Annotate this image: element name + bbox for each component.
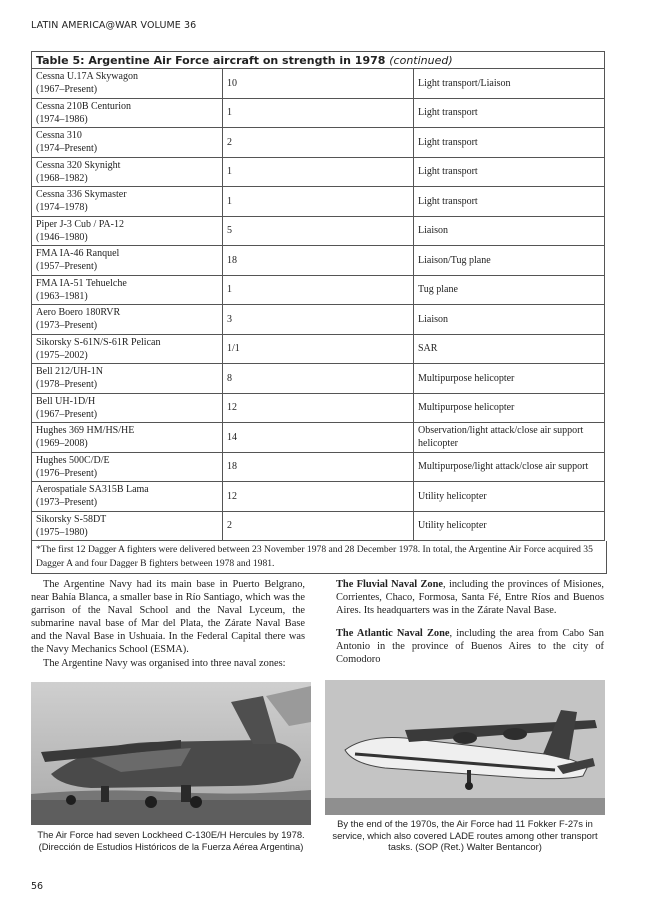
aircraft-role: Light transport (414, 128, 605, 158)
aircraft-name-cell (32, 275, 223, 305)
table-row (32, 187, 605, 217)
aircraft-name: Cessna 336 Skymaster (36, 189, 127, 201)
aircraft-name: FMA IA-51 Tehuelche (36, 277, 127, 289)
aircraft-role: Liaison/Tug plane (414, 246, 605, 276)
paragraph-fluvial-zone: The Fluvial Naval Zone, including the provinces of Misiones, Corrientes, Chaco, Formosa, Santa Fé, Entre Ríos and Buenos Aires. Its headquarters was in the Zárate Naval Base. (336, 579, 604, 617)
page-number: 56 (31, 881, 44, 892)
aircraft-quantity: 18 (223, 452, 414, 482)
caption-f27: By the end of the 1970s, the Air Force had 11 Fokker F-27s in service, which also covered LADE routes among other transport tasks. (SOP (Ret.) Walter Bentancor) (332, 818, 598, 852)
aircraft-name-cell (32, 423, 223, 453)
body-column-right (336, 578, 604, 667)
aircraft-name: Aero Boero 180RVR (36, 307, 121, 319)
table-row (32, 305, 605, 335)
aircraft-role: Light transport/Liaison (414, 69, 605, 99)
aircraft-name-cell (32, 69, 223, 99)
aircraft-name: Hughes 369 HM/HS/HE (36, 425, 135, 437)
table-footnote: *The first 12 Dagger A fighters were delivered between 23 November 1978 and 28 December 1978. In total, the Argentine Air Force acquired 35 Dagger A and four Dagger B fighters between 1978 and 1981. (31, 541, 607, 574)
aircraft-name: Cessna U.17A Skywagon (36, 71, 138, 83)
service-period: (1978–Present) (36, 379, 98, 391)
aircraft-role: Multipurpose/light attack/close air support (414, 452, 605, 482)
aircraft-name: FMA IA-46 Ranquel (36, 248, 120, 260)
aircraft-role: Utility helicopter (414, 511, 605, 541)
service-period: (1973–Present) (36, 497, 98, 509)
table-row (32, 216, 605, 246)
aircraft-name-cell (32, 452, 223, 482)
aircraft-quantity: 18 (223, 246, 414, 276)
aircraft-name-cell (32, 364, 223, 394)
table-row (32, 157, 605, 187)
aircraft-quantity: 1 (223, 157, 414, 187)
aircraft-quantity: 1 (223, 275, 414, 305)
aircraft-name-cell (32, 393, 223, 423)
aircraft-name-cell (32, 334, 223, 364)
c130-image (31, 682, 311, 825)
table-row (32, 511, 605, 541)
aircraft-role: Liaison (414, 305, 605, 335)
aircraft-quantity: 3 (223, 305, 414, 335)
service-period: (1946–1980) (36, 231, 88, 243)
aircraft-name-cell (32, 157, 223, 187)
service-period: (1975–2002) (36, 349, 88, 361)
aircraft-name-cell (32, 246, 223, 276)
aircraft-quantity: 12 (223, 393, 414, 423)
aircraft-name: Bell UH-1D/H (36, 395, 96, 407)
aircraft-quantity: 1 (223, 187, 414, 217)
running-head: LATIN AMERICA@WAR VOLUME 36 (31, 20, 197, 31)
aircraft-role: Observation/light attack/close air support helicopter (414, 423, 605, 453)
service-period: (1974–Present) (36, 143, 98, 155)
table-row (32, 334, 605, 364)
aircraft-name-cell (32, 187, 223, 217)
aircraft-quantity: 1 (223, 98, 414, 128)
paragraph-navy-bases: The Argentine Navy had its main base in Puerto Belgrano, near Bahía Blanca, a smaller base in Río Santiago, which was the garrison of the Naval School and the Naval Lyceum, the submarine naval base of Mar del Plata, the Zárate Naval Base and the Naval Base in Ushuaia. In the Federal Capital there was the Navy Mechanics School (ESMA). (31, 579, 305, 656)
service-period: (1957–Present) (36, 261, 98, 273)
service-period: (1967–Present) (36, 408, 98, 420)
aircraft-quantity: 8 (223, 364, 414, 394)
caption-c130: The Air Force had seven Lockheed C-130E/H Hercules by 1978. (Dirección de Estudios Históricos de la Fuerza Aérea Argentina) (37, 829, 305, 852)
aircraft-role: Tug plane (414, 275, 605, 305)
aircraft-quantity: 12 (223, 482, 414, 512)
aircraft-name-cell (32, 511, 223, 541)
service-period: (1969–2008) (36, 438, 88, 450)
aircraft-role: Light transport (414, 187, 605, 217)
aircraft-quantity: 10 (223, 69, 414, 99)
service-period: (1963–1981) (36, 290, 88, 302)
table-row (32, 275, 605, 305)
service-period: (1976–Present) (36, 467, 98, 479)
aircraft-name-cell (32, 482, 223, 512)
aircraft-quantity: 2 (223, 511, 414, 541)
table-body (32, 69, 605, 541)
paragraph-atlantic-zone: The Atlantic Naval Zone, including the area from Cabo San Antonio in the province of Buenos Aires to the city of Comodoro (336, 628, 604, 666)
body-column-left (31, 578, 305, 670)
service-period: (1967–Present) (36, 84, 98, 96)
aircraft-name: Aerospatiale SA315B Lama (36, 484, 149, 496)
table-row (32, 98, 605, 128)
aircraft-name: Bell 212/UH-1N (36, 366, 103, 378)
table-row (32, 423, 605, 453)
aircraft-role: Multipurpose helicopter (414, 393, 605, 423)
aircraft-role: Liaison (414, 216, 605, 246)
aircraft-table-wrapper (31, 51, 605, 541)
aircraft-role: Light transport (414, 157, 605, 187)
photo-c130-hercules (31, 682, 311, 825)
aircraft-name: Cessna 210B Centurion (36, 100, 131, 112)
aircraft-role: Multipurpose helicopter (414, 364, 605, 394)
table-row (32, 482, 605, 512)
table-row (32, 364, 605, 394)
aircraft-role: SAR (414, 334, 605, 364)
aircraft-quantity: 14 (223, 423, 414, 453)
aircraft-name-cell (32, 128, 223, 158)
aircraft-name-cell (32, 98, 223, 128)
aircraft-name: Sikorsky S-58DT (36, 513, 107, 525)
aircraft-role: Utility helicopter (414, 482, 605, 512)
service-period: (1974–1986) (36, 113, 88, 125)
paragraph-naval-zones-intro: The Argentine Navy was organised into three naval zones: (43, 657, 286, 669)
aircraft-table (31, 51, 605, 541)
aircraft-quantity: 1/1 (223, 334, 414, 364)
table-caption: Table 5: Argentine Air Force aircraft on strength in 1978 (continued) (32, 52, 605, 69)
aircraft-name-cell (32, 216, 223, 246)
f27-image (325, 680, 605, 815)
table-row (32, 128, 605, 158)
photo-fokker-f27 (325, 680, 605, 815)
aircraft-name: Hughes 500C/D/E (36, 454, 110, 466)
table-row (32, 69, 605, 99)
aircraft-quantity: 5 (223, 216, 414, 246)
table-row (32, 393, 605, 423)
aircraft-name: Cessna 320 Skynight (36, 159, 121, 171)
aircraft-name: Cessna 310 (36, 130, 82, 142)
aircraft-role: Light transport (414, 98, 605, 128)
aircraft-name: Piper J-3 Cub / PA-12 (36, 218, 124, 230)
aircraft-name-cell (32, 305, 223, 335)
aircraft-quantity: 2 (223, 128, 414, 158)
service-period: (1974–1978) (36, 202, 88, 214)
service-period: (1968–1982) (36, 172, 88, 184)
table-row (32, 452, 605, 482)
service-period: (1973–Present) (36, 320, 98, 332)
service-period: (1975–1980) (36, 526, 88, 538)
aircraft-name: Sikorsky S-61N/S-61R Pelican (36, 336, 161, 348)
table-row (32, 246, 605, 276)
